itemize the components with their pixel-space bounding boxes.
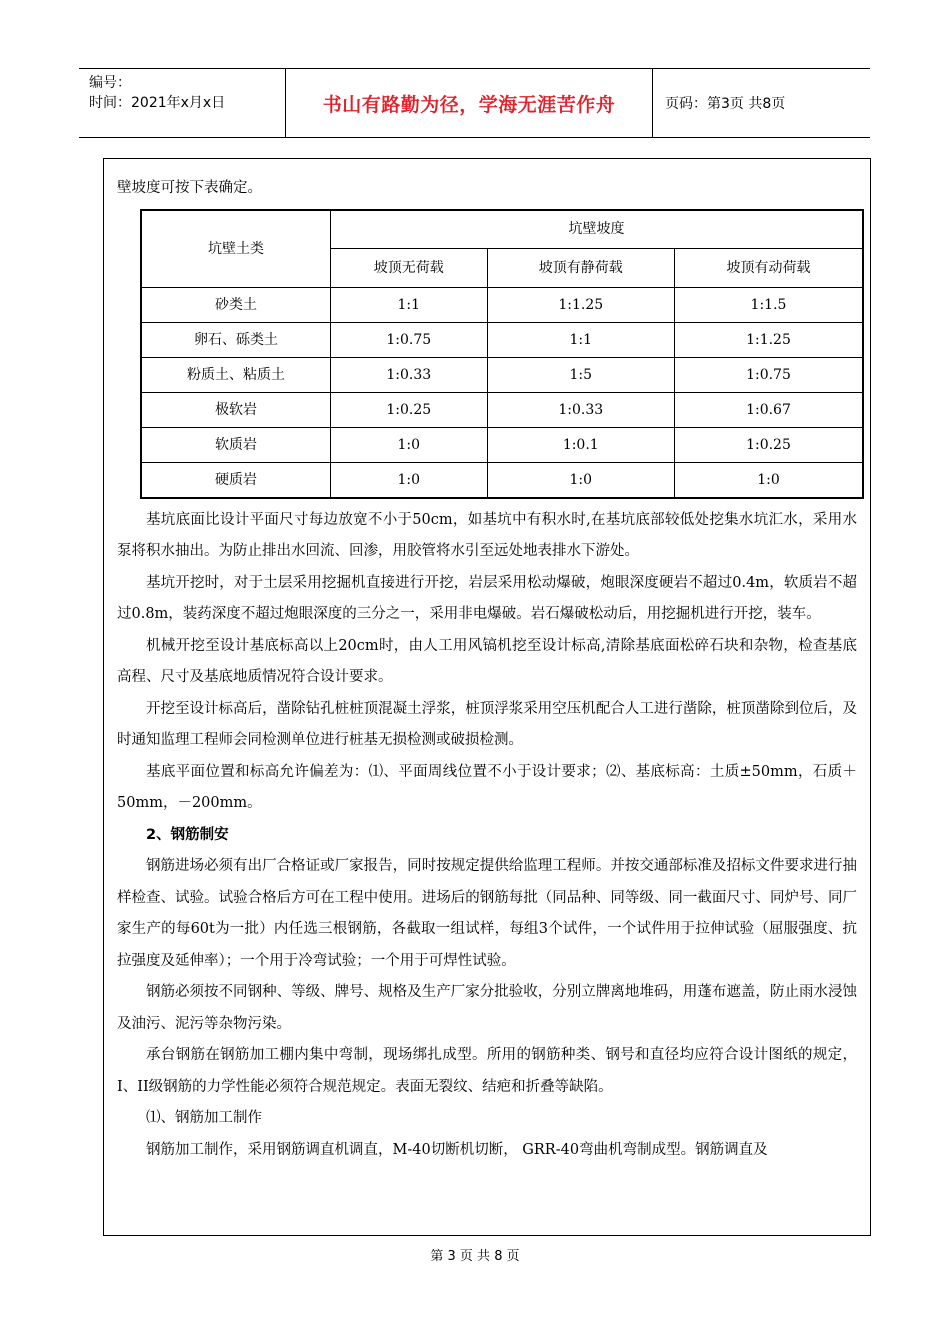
value-cell: 1:1.25 (674, 322, 863, 357)
value-cell: 1:0.25 (674, 427, 863, 462)
value-cell: 1:0.33 (487, 392, 674, 427)
paragraph: 机械开挖至设计基底标高以上20cm时，由人工用风镐机挖至设计标高,清除基底面松碎石块和杂物，检查基底高程、尺寸及基底地质情况符合设计要求。 (117, 637, 857, 685)
soil-type-header: 坑壁土类 (141, 210, 331, 288)
value-cell: 1:1 (487, 322, 674, 357)
section-heading: 2、钢筋制安 (146, 826, 229, 843)
slope-table (140, 209, 864, 499)
value-cell: 1:1.5 (674, 287, 863, 322)
value-cell: 1:0 (331, 462, 488, 498)
paragraph: 基坑底面比设计平面尺寸每边放宽不小于50cm，如基坑中有积水时,在基坑底部较低处挖集水坑汇水，采用水泵将积水抽出。为防止排出水回流、回渗，用胶管将水引至远处地表排水下游处。 (117, 511, 857, 559)
table-row (141, 427, 863, 462)
page-header (79, 68, 870, 138)
value-cell: 1:0.67 (674, 392, 863, 427)
table-row (141, 357, 863, 392)
soil-cell: 粉质土、粘质土 (141, 357, 331, 392)
soil-cell: 硬质岩 (141, 462, 331, 498)
paragraph: 开挖至设计标高后，凿除钻孔桩桩顶混凝土浮浆，桩顶浮浆采用空压机配合人工进行凿除，桩顶凿除到位后，及时通知监理工程师会同检测单位进行桩基无损检测或破损检测。 (117, 700, 857, 748)
header-motto: 书山有路勤为径，学海无涯苦作舟 (285, 69, 653, 137)
table-row (141, 287, 863, 322)
subheader-no-load: 坡顶无荷载 (331, 249, 488, 287)
number-label: 编号： (89, 75, 131, 91)
date-label: 时间：2021年x月x日 (89, 95, 226, 111)
value-cell: 1:0.25 (331, 392, 488, 427)
intro-text: 壁坡度可按下表确定。 (117, 180, 262, 196)
table-row (141, 462, 863, 498)
soil-cell: 卵石、砾类土 (141, 322, 331, 357)
value-cell: 1:1 (331, 287, 488, 322)
page-footer: 第 3 页 共 8 页 (430, 1249, 520, 1264)
soil-cell: 软质岩 (141, 427, 331, 462)
value-cell: 1:0 (674, 462, 863, 498)
soil-cell: 极软岩 (141, 392, 331, 427)
slope-table-wrapper (140, 209, 864, 499)
value-cell: 1:0.1 (487, 427, 674, 462)
paragraph: 基坑开挖时，对于土层采用挖掘机直接进行开挖，岩层采用松动爆破，炮眼深度硬岩不超过0.4m，软质岩不超过0.8m，装药深度不超过炮眼深度的三分之一，采用非电爆破。岩石爆破松动后，用挖掘机进行开挖，装车。 (117, 574, 857, 622)
table-row (141, 392, 863, 427)
header-meta (79, 69, 285, 137)
subsection-heading: ⑴、钢筋加工制作 (146, 1110, 262, 1126)
value-cell: 1:1.25 (487, 287, 674, 322)
soil-cell: 砂类土 (141, 287, 331, 322)
document-body (117, 173, 857, 1166)
value-cell: 1:0.33 (331, 357, 488, 392)
value-cell: 1:0 (487, 462, 674, 498)
paragraph: 承台钢筋在钢筋加工棚内集中弯制，现场绑扎成型。所用的钢筋种类、钢号和直径均应符合设计图纸的规定，I、II级钢筋的力学性能必须符合规范规定。表面无裂纹、结疤和折叠等缺陷。 (117, 1047, 857, 1095)
paragraph: 钢筋必须按不同钢种、等级、牌号、规格及生产厂家分批验收，分别立牌离地堆码，用蓬布遮盖，防止雨水浸蚀及油污、泥污等杂物污染。 (117, 984, 857, 1032)
paragraph: 基底平面位置和标高允许偏差为：⑴、平面周线位置不小于设计要求；⑵、基底标高：土质±50mm，石质＋50mm，－200mm。 (117, 763, 857, 811)
value-cell: 1:0 (331, 427, 488, 462)
content-frame (103, 158, 871, 1236)
header-page-info: 页码：第3页 共8页 (665, 96, 786, 112)
subheader-static-load: 坡顶有静荷载 (487, 249, 674, 287)
table-row (141, 322, 863, 357)
subheader-dynamic-load: 坡顶有动荷载 (674, 249, 863, 287)
paragraph: 钢筋进场必须有出厂合格证或厂家报告，同时按规定提供给监理工程师。并按交通部标准及招标文件要求进行抽样检查、试验。试验合格后方可在工程中使用。进场后的钢筋每批（同品种、同等级、同一截面尺寸、同炉号、同厂家生产的每60t为一批）内任选三根钢筋，各截取一组试样，每组3个试件，一个试件用于拉伸试验（屈服强度、抗拉强度及延伸率）；一个用于冷弯试验；一个用于可焊性试验。 (117, 858, 857, 969)
value-cell: 1:0.75 (674, 357, 863, 392)
value-cell: 1:0.75 (331, 322, 488, 357)
value-cell: 1:5 (487, 357, 674, 392)
table-header-row (141, 210, 863, 249)
paragraph: 钢筋加工制作，采用钢筋调直机调直，M-40切断机切断， GRR-40弯曲机弯制成型。钢筋调直及 (146, 1141, 768, 1158)
slope-header: 坑壁坡度 (331, 210, 864, 249)
